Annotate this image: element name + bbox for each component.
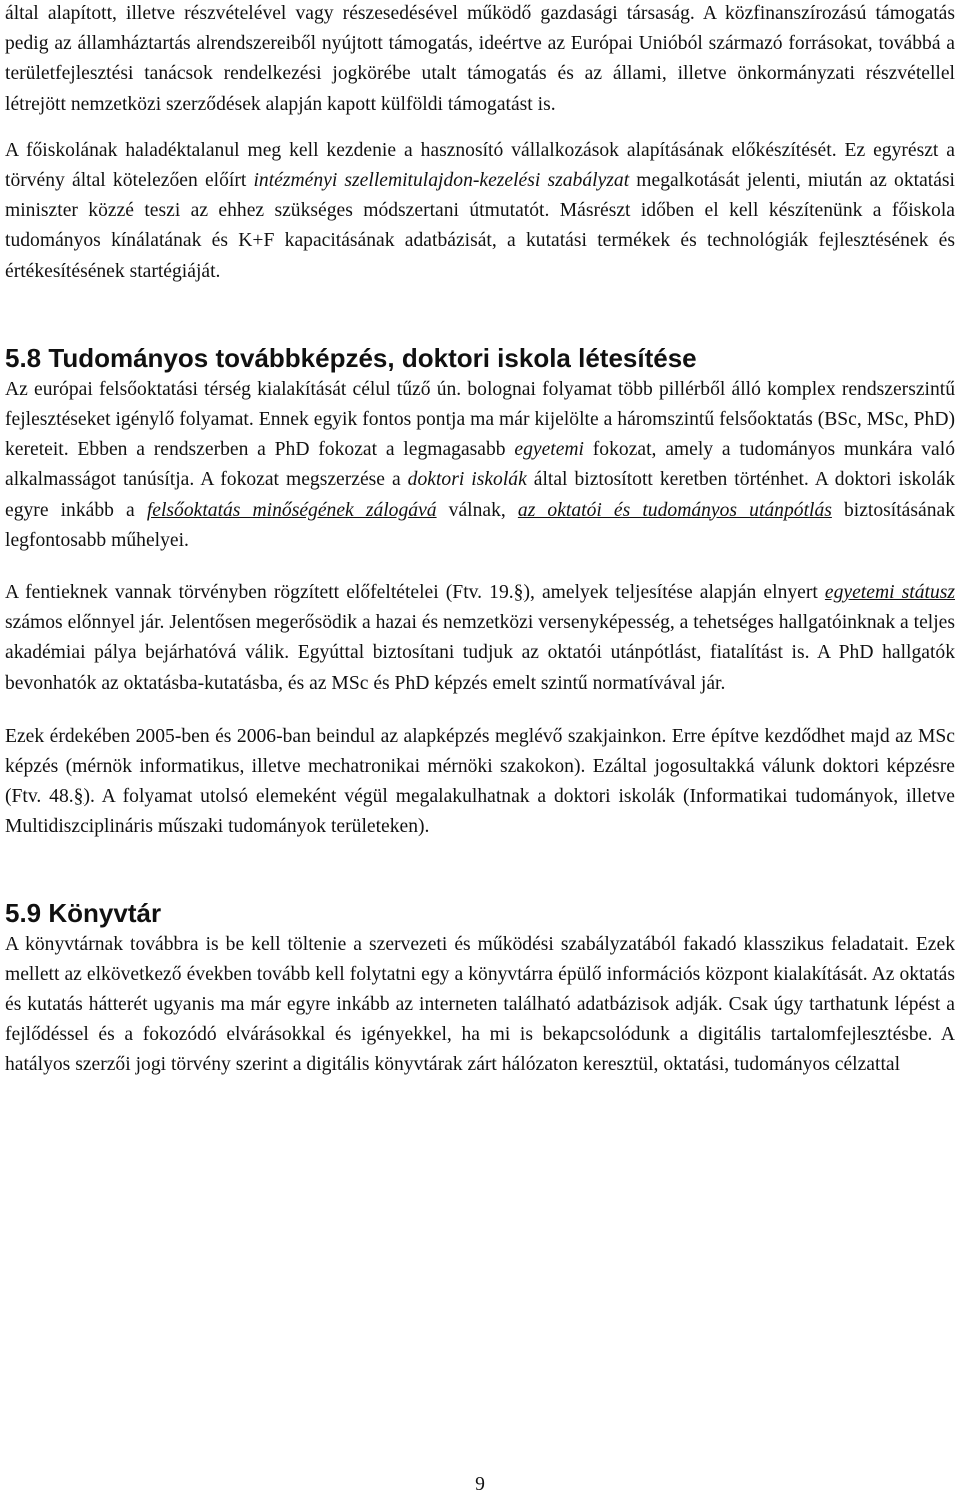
- text-span: A főiskolának haladéktalanul meg kell kezdenie a hasznosító vállalkozások alapításának előkészítését. Ez egyrészt a törvény által kötelezően előírt: [5, 139, 955, 192]
- paragraph-legal-prerequisites: [5, 578, 955, 699]
- text-span: fokozat, amely a tudományos munkára való alkalmasságot tanúsítja. A fokozat megszerzése a: [5, 439, 955, 491]
- text-span: ). A folyamat utolsó elemeként végül megalakulhatnak a doktori iskolák (Informatikai tudományok, illetve Multidiszciplináris műszaki tudományok területeken).: [5, 786, 955, 838]
- paragraph-funding-definition: által alapított, illetve részvételével vagy részesedésével működő gazdasági társaság. A közfinanszírozású támogatás pedig az államháztartás alrendszereiből nyújtott támogatás, ideértve az Európai Unióból származó forrásokat, továbbá a területfejlesztési tanácsok rendelkezési jogkörébe utalt támogatás és az állami, illetve önkormányzati részvétellel létrejött nemzetközi szerződések alapján kapott külföldi támogatást is.: [5, 3, 955, 115]
- paragraph-bologna-process: [5, 375, 955, 556]
- text-span: megalkotását jelenti, miután az oktatási miniszter közzé teszi az ehhez szükséges módszertani útmutatót. Másrészt időben el kell készítenünk a főiskola tudományos kínálatának és K+F kapacitásának adatbázisát, a kutatási termékek és technológiák fejlesztésének és értékesítésének startégiáját.: [5, 170, 955, 282]
- text-span: számos előnnyel jár. Jelentősen megerősödik a hazai és nemzetközi versenyképesség, a tehetséges hallgatóinknak a teljes akadémiai pálya bejárhatóvá válik. Egyúttal biztosítani tudjuk az oktatói utánpótlást, fiatalítást is. A PhD hallgatók bevonhatók az oktatásba-kutatásba, és az MSc és PhD képzés emelt szintű normatívával jár.: [5, 612, 955, 694]
- underlined-section-sign: §: [73, 786, 84, 808]
- underlined-section-sign: §: [513, 582, 524, 604]
- italic-underlined-term: egyetemi státusz: [824, 582, 955, 604]
- text-span: által biztosított keretben történhet. A doktori iskolák egyre inkább a: [5, 469, 955, 521]
- section-heading-5-8: 5.8 Tudományos továbbképzés, doktori iskola létesítése: [5, 342, 697, 373]
- text-span: Az európai felsőoktatási térség kialakítását célul tűző ún. bolognai folyamat több pillérből álló komplex rendszerszintű fejlesztéseket igénylő folyamat. Ennek egyik fontos pontja ma már kijelölte a háromszintű felsőoktatás (BSc, MSc, PhD) kereteit. Ebben a rendszerben a PhD fokozat a legmagasabb: [5, 378, 955, 461]
- text-span: válnak,: [436, 499, 518, 521]
- text-span: biztosításának legfontosabb műhelyei.: [5, 499, 955, 551]
- page-number: 9: [475, 1474, 485, 1495]
- italic-underlined-term: az oktatói és tudományos utánpótlás: [517, 499, 832, 521]
- italic-term: doktori iskolák: [407, 469, 527, 491]
- document-page: [5, 0, 955, 1081]
- italic-underlined-term: felsőoktatás minőségének zálogává: [146, 499, 437, 521]
- italic-term: intézményi szellemitulajdon-kezelési szabályzat: [253, 170, 630, 192]
- paragraph-spinoff-preparation: [5, 136, 955, 287]
- text-span: A fentieknek vannak törvényben rögzített előfeltételei (Ftv. 19.: [5, 582, 514, 604]
- text-span: Ezek érdekében 2005-ben és 2006-ban beindul az alapképzés meglévő szakjainkon. Erre építve kezdődhet majd az MSc képzés (mérnök informatikus, illetve mechatronikai mérnöki szakokon). Ezáltal jogosultakká válunk doktori képzésre (Ftv. 48.: [5, 725, 955, 808]
- paragraph-library: A könyvtárnak továbbra is be kell töltenie a szervezeti és működési szabályzatából fakadó klasszikus feladatait. Ezek mellett az elkövetkező években tovább kell folytatni egy a könyvtárra épülő információs központ kialakítását. Az oktatás és kutatás hátterét ugyanis ma már egyre inkább az interneten található adatbázisok adják. Csak úgy tarthatunk lépést a fejlődéssel és a fokozódó elvárásokkal és igényekkel, ha mi is bekapcsolódunk a digitális tartalomfejlesztésbe. A hatályos szerzői jogi törvény szerint a digitális könyvtárak zárt hálózaton keresztül, oktatási, tudományos célzattal: [5, 933, 955, 1076]
- paragraph-program-launch: [5, 722, 955, 843]
- text-span: ), amelyek teljesítése alapján elnyert: [523, 582, 825, 604]
- italic-term: egyetemi: [514, 439, 584, 461]
- section-heading-5-9: 5.9 Könyvtár: [5, 897, 162, 928]
